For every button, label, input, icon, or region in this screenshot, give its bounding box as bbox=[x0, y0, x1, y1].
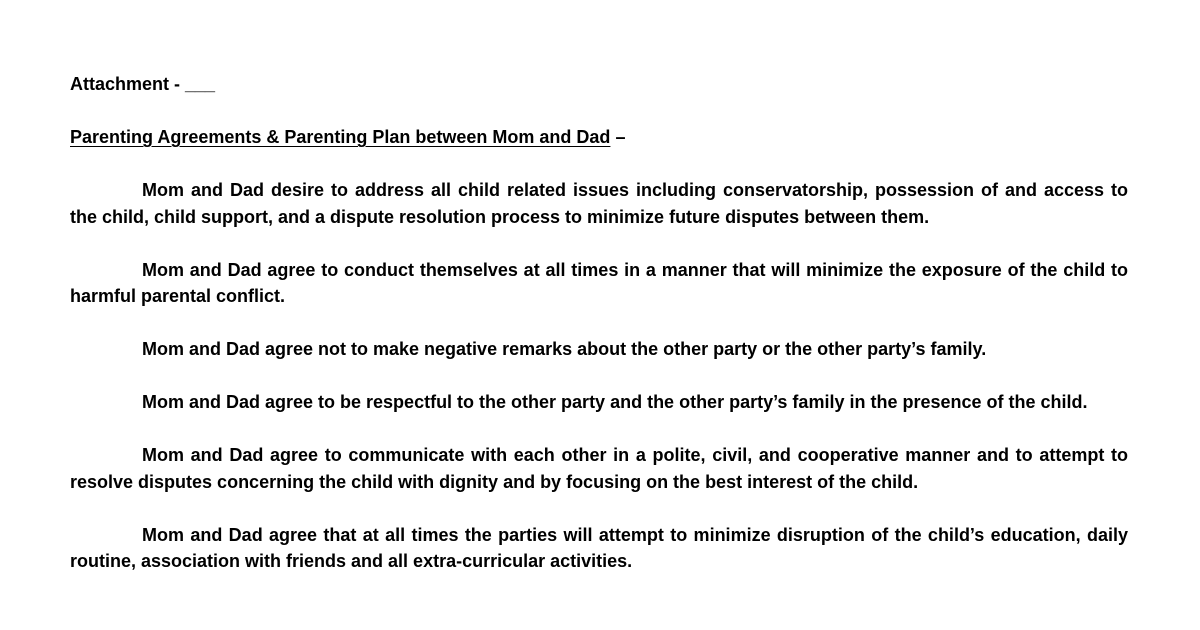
paragraph-4: Mom and Dad agree to be respectful to the other party and the other party’s family in the presence of the child. bbox=[142, 392, 1088, 412]
paragraph-1: Mom and Dad desire to address all child related issues including conservatorship, possession of and access to the child, child support, and a dispute resolution process to minimize future disputes between them. bbox=[70, 180, 1128, 227]
document-body bbox=[70, 71, 1128, 601]
paragraph-2: Mom and Dad agree to conduct themselves at all times in a manner that will minimize the exposure of the child to harmful parental conflict. bbox=[70, 259, 1128, 306]
paragraph-6: Mom and Dad agree that at all times the parties will attempt to minimize disruption of the child’s education, daily routine, association with friends and all extra-curricular activities. bbox=[70, 524, 1128, 571]
heading-suffix: – bbox=[610, 127, 626, 147]
document-heading bbox=[70, 124, 1128, 151]
heading-title: Parenting Agreements & Parenting Plan between Mom and Dad bbox=[70, 127, 611, 147]
paragraph-5: Mom and Dad agree to communicate with each other in a polite, civil, and cooperative manner and to attempt to resolve disputes concerning the child with dignity and by focusing on the best interest of the child. bbox=[70, 445, 1128, 492]
paragraph-3: Mom and Dad agree not to make negative remarks about the other party or the other party’s family. bbox=[142, 339, 987, 359]
attachment-label: Attachment - ___ bbox=[70, 74, 216, 94]
